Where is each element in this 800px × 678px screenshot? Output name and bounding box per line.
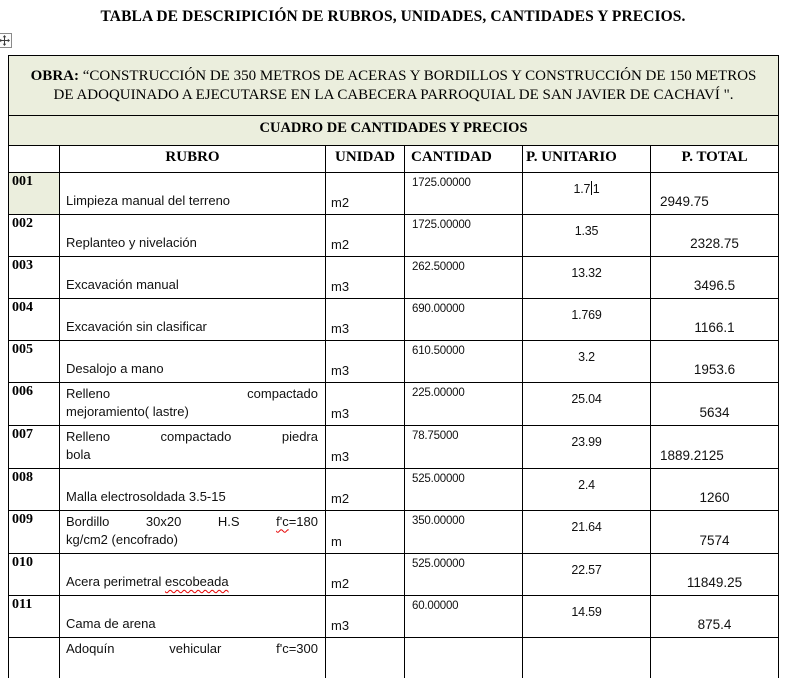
cell-row-code[interactable]: 004 [9, 298, 60, 340]
rubro-text: Limpieza manual del terreno [66, 193, 231, 208]
table-row [9, 595, 779, 637]
cell-unidad[interactable]: m2 [326, 468, 405, 510]
obra-cell[interactable] [9, 56, 779, 116]
cell-unidad[interactable]: m2 [326, 172, 405, 214]
cell-unidad[interactable] [326, 637, 405, 678]
cell-row-code[interactable]: 009 [9, 510, 60, 553]
cell-unidad[interactable]: m2 [326, 553, 405, 595]
obra-row [9, 56, 779, 116]
table-row [9, 468, 779, 510]
cell-p-total[interactable]: 875.4 [651, 595, 779, 637]
cell-row-code[interactable] [9, 637, 60, 678]
cell-p-total[interactable]: 11849.25 [651, 553, 779, 595]
rubro-text-segment: Bordillo 30x20 H.S [66, 513, 277, 529]
cell-row-code[interactable]: 001 [9, 172, 60, 214]
cell-cantidad[interactable]: 690.00000 [405, 298, 523, 340]
header-cell-cantidad[interactable]: CANTIDAD [405, 146, 523, 173]
cell-p-unitario[interactable]: 13.32 [523, 256, 651, 298]
rubro-text: Cama de arena [66, 616, 156, 631]
spellcheck-underline: escobeada [164, 574, 229, 589]
cell-unidad[interactable]: m2 [326, 214, 405, 256]
header-cell-unidad[interactable]: UNIDAD [326, 146, 405, 173]
cell-cantidad[interactable] [405, 637, 523, 678]
prices-table [8, 55, 779, 678]
cell-cantidad[interactable]: 225.00000 [405, 382, 523, 425]
header-cell-rubro[interactable]: RUBRO [60, 146, 326, 173]
cell-p-unitario[interactable] [523, 172, 651, 214]
table-row [9, 172, 779, 214]
cell-rubro[interactable] [60, 340, 326, 382]
cell-p-unitario[interactable]: 2.4 [523, 468, 651, 510]
rubro-text [66, 513, 318, 532]
cell-rubro[interactable] [60, 172, 326, 214]
cell-unidad[interactable]: m3 [326, 382, 405, 425]
cell-cantidad[interactable]: 262.50000 [405, 256, 523, 298]
cell-p-unitario[interactable]: 3.2 [523, 340, 651, 382]
cell-unidad[interactable]: m3 [326, 340, 405, 382]
cell-cantidad[interactable]: 610.50000 [405, 340, 523, 382]
spellcheck-underline: f'c [276, 513, 289, 529]
header-cell-p-unitario[interactable]: P. UNITARIO [523, 146, 651, 173]
cell-cantidad[interactable]: 78.75000 [405, 425, 523, 468]
obra-label: OBRA: [30, 67, 79, 84]
header-cell-code[interactable] [9, 146, 60, 173]
cell-rubro[interactable] [60, 595, 326, 637]
cell-row-code[interactable]: 003 [9, 256, 60, 298]
cell-p-unitario[interactable]: 25.04 [523, 382, 651, 425]
cell-rubro[interactable] [60, 382, 326, 425]
table-row [9, 298, 779, 340]
cell-p-total[interactable] [651, 637, 779, 678]
table-row [9, 340, 779, 382]
cell-rubro[interactable] [60, 214, 326, 256]
rubro-text: Adoquín vehicular f'c=300 [66, 640, 318, 656]
rubro-text [66, 573, 318, 592]
cell-unidad[interactable]: m3 [326, 256, 405, 298]
cell-unidad[interactable]: m3 [326, 595, 405, 637]
table-row [9, 553, 779, 595]
cell-rubro[interactable] [60, 256, 326, 298]
table-row [9, 425, 779, 468]
cell-cantidad[interactable]: 1725.00000 [405, 172, 523, 214]
cell-p-total[interactable]: 3496.5 [651, 256, 779, 298]
p-unitario-text: 1.7 [573, 182, 591, 196]
cell-row-code[interactable]: 005 [9, 340, 60, 382]
p-unitario-text: 1 [592, 182, 600, 196]
rubro-text: Relleno compactado [66, 385, 318, 401]
rubro-text: Replanteo y nivelación [66, 235, 197, 250]
rubro-text: kg/cm2 (encofrado) [66, 532, 178, 547]
cell-p-total[interactable]: 1889.2125 [651, 425, 779, 468]
cell-rubro[interactable] [60, 298, 326, 340]
cell-p-unitario[interactable]: 14.59 [523, 595, 651, 637]
table-row [9, 256, 779, 298]
rubro-text: Relleno compactado piedra [66, 428, 318, 444]
cell-cantidad[interactable]: 525.00000 [405, 468, 523, 510]
cell-cantidad[interactable]: 525.00000 [405, 553, 523, 595]
cell-rubro[interactable] [60, 637, 326, 678]
table-row [9, 510, 779, 553]
cell-p-unitario[interactable] [523, 637, 651, 678]
cell-row-code[interactable]: 002 [9, 214, 60, 256]
rubro-text: Desalojo a mano [66, 361, 164, 376]
cell-unidad[interactable]: m [326, 510, 405, 553]
rubro-text: Malla electrosoldada 3.5-15 [66, 489, 226, 504]
cell-rubro[interactable] [60, 553, 326, 595]
table-row [9, 382, 779, 425]
rubro-text: Excavación manual [66, 277, 179, 292]
section-title-row [9, 116, 779, 146]
cell-p-unitario[interactable]: 22.57 [523, 553, 651, 595]
cell-p-unitario[interactable]: 23.99 [523, 425, 651, 468]
table-row [9, 214, 779, 256]
header-cell-p-total[interactable]: P. TOTAL [651, 146, 779, 173]
cell-row-code[interactable]: 006 [9, 382, 60, 425]
cell-p-unitario[interactable]: 1.35 [523, 214, 651, 256]
cell-rubro[interactable] [60, 468, 326, 510]
cell-cantidad[interactable]: 350.00000 [405, 510, 523, 553]
cell-p-total[interactable]: 1166.1 [651, 298, 779, 340]
cell-p-total[interactable]: 5634 [651, 382, 779, 425]
rubro-text-segment: Acera perimetral [66, 574, 165, 589]
cell-p-total[interactable]: 7574 [651, 510, 779, 553]
cell-rubro[interactable] [60, 425, 326, 468]
rubro-text: Excavación sin clasificar [66, 319, 207, 334]
cell-p-total[interactable]: 2328.75 [651, 214, 779, 256]
cell-p-total[interactable]: 2949.75 [651, 172, 779, 214]
cell-p-total[interactable]: 1260 [651, 468, 779, 510]
cell-p-total[interactable]: 1953.6 [651, 340, 779, 382]
obra-text: “CONSTRUCCIÓN DE 350 METROS DE ACERAS Y BORDILLOS Y CONSTRUCCIÓN DE 150 METROS DE ADOQUINADO A EJECUTARSE EN LA CABECERA PARROQUIAL DE SAN JAVIER DE CACHAVÍ ". [53, 67, 757, 103]
cell-p-unitario[interactable]: 1.769 [523, 298, 651, 340]
section-title-cell[interactable]: CUADRO DE CANTIDADES Y PRECIOS [9, 116, 779, 146]
cell-cantidad[interactable]: 1725.00000 [405, 214, 523, 256]
cell-p-unitario[interactable]: 21.64 [523, 510, 651, 553]
rubro-text: mejoramiento( lastre) [66, 404, 189, 419]
cell-unidad[interactable]: m3 [326, 298, 405, 340]
cell-row-code[interactable]: 007 [9, 425, 60, 468]
cell-unidad[interactable]: m3 [326, 425, 405, 468]
document-title[interactable]: TABLA DE DESCRIPICIÓN DE RUBROS, UNIDADES, CANTIDADES Y PRECIOS. [100, 8, 686, 25]
cell-row-code[interactable]: 011 [9, 595, 60, 637]
rubro-text-segment: =180 [288, 513, 318, 529]
table-row [9, 637, 779, 678]
rubro-text: bola [66, 447, 91, 462]
cell-rubro[interactable] [60, 510, 326, 553]
cell-cantidad[interactable]: 60.00000 [405, 595, 523, 637]
cell-row-code[interactable]: 010 [9, 553, 60, 595]
four-way-arrow-icon [0, 35, 10, 46]
table-move-handle-icon[interactable] [0, 33, 12, 48]
header-row [9, 146, 779, 173]
cell-row-code[interactable]: 008 [9, 468, 60, 510]
